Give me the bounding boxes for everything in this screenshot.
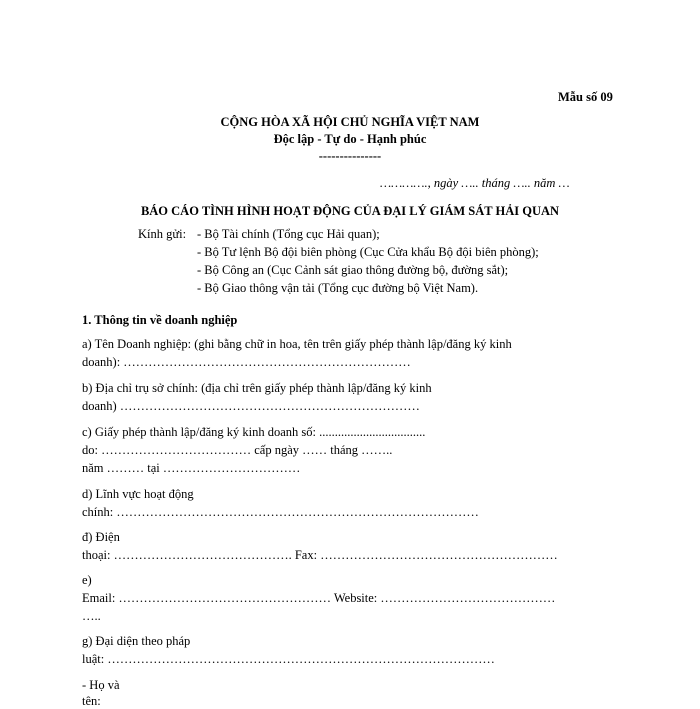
- field-email-website: Email: …………………………………………… Website: ……………………………………: [82, 591, 556, 605]
- form-number: Mẫu số 09: [558, 90, 613, 104]
- field-company-name: a) Tên Doanh nghiệp: (ghi bằng chữ in hoa, tên trên giấy phép thành lập/đăng ký kinh: [82, 337, 512, 351]
- field-company-name-cont: doanh): ……………………………………………………………: [82, 355, 411, 369]
- recipient-item: - Bộ Công an (Cục Cảnh sát giao thông đường bộ, đường sắt);: [197, 263, 509, 277]
- header-divider: ---------------: [318, 149, 382, 163]
- national-motto: Độc lập - Tự do - Hạnh phúc: [273, 132, 427, 146]
- date-line: …………., ngày ….. tháng ….. năm …: [380, 176, 570, 190]
- field-license-issuer: do: ……………………………… cấp ngày …… tháng ……..: [82, 443, 393, 457]
- field-phone-label: đ) Điện: [82, 530, 120, 544]
- field-license-year: năm ……… tại ……………………………: [82, 461, 301, 475]
- section-heading: 1. Thông tin về doanh nghiệp: [82, 313, 238, 327]
- field-legal-rep-cont: luật: …………………………………………………………………………………: [82, 652, 495, 666]
- field-full-name: - Họ và: [82, 678, 120, 692]
- field-license-number: c) Giấy phép thành lập/đăng ký kinh doanh số: ..................................: [82, 425, 426, 439]
- field-business-area: d) Lĩnh vực hoạt động: [82, 487, 194, 501]
- recipient-item: - Bộ Tư lệnh Bộ đội biên phòng (Cục Cửa khẩu Bộ đội biên phòng);: [197, 245, 539, 259]
- field-phone-fax: thoại: ……………………………………. Fax: …………………………………………………: [82, 548, 558, 562]
- field-legal-rep: g) Đại diện theo pháp: [82, 634, 191, 648]
- field-full-name-cont: tên:: [82, 694, 101, 708]
- country-name: CỘNG HÒA XÃ HỘI CHỦ NGHĨA VIỆT NAM: [220, 115, 480, 129]
- recipient-item: - Bộ Tài chính (Tổng cục Hải quan);: [197, 227, 380, 241]
- recipient-item: - Bộ Giao thông vận tải (Tổng cục đường bộ Việt Nam).: [197, 281, 479, 295]
- recipient-label: Kính gửi:: [138, 227, 187, 241]
- document-title: BÁO CÁO TÌNH HÌNH HOẠT ĐỘNG CỦA ĐẠI LÝ GIÁM SÁT HẢI QUAN: [140, 204, 560, 218]
- field-email-website-cont: …..: [82, 609, 101, 623]
- field-email-label: e): [82, 573, 92, 587]
- field-business-area-cont: chính: ……………………………………………………………………………: [82, 505, 479, 519]
- field-head-office: b) Địa chỉ trụ sở chính: (địa chỉ trên giấy phép thành lập/đăng ký kinh: [82, 381, 432, 395]
- field-head-office-cont: doanh) ………………………………………………………………: [82, 399, 420, 413]
